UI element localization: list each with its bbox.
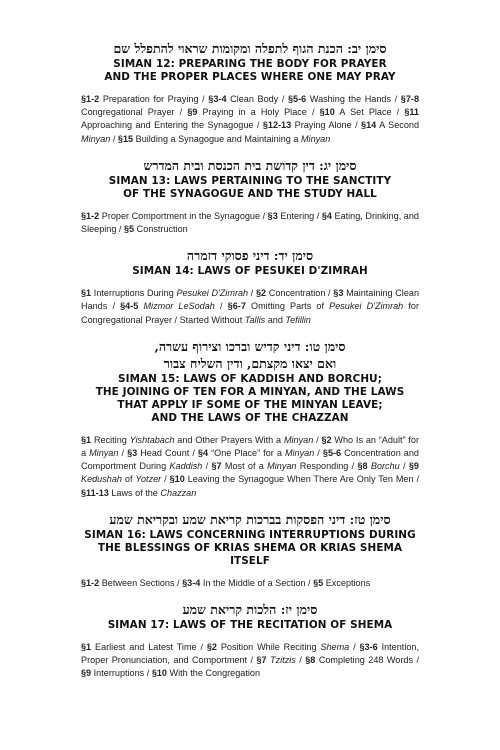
- section-number: §7: [211, 461, 222, 472]
- item-text: and: [265, 314, 286, 325]
- section-item: [256, 655, 295, 665]
- section-number: §1: [81, 288, 92, 299]
- section-number: §1: [81, 434, 92, 445]
- section-number: §3-6: [359, 642, 378, 653]
- item-text: Praying in a Holy Place: [202, 107, 307, 118]
- section-item: [81, 211, 260, 221]
- item-text: Interruptions During: [93, 288, 177, 299]
- section-number: §3: [333, 288, 344, 299]
- item-text: Praying Alone: [294, 120, 352, 131]
- item-text: A Set Place: [339, 107, 392, 118]
- section-list: §1-2 Between Sections / §3-4 In the Middle of a Section / §5 Exceptions: [81, 577, 371, 588]
- item-text: Who Is an “Adult” for a: [81, 434, 419, 459]
- section-item: [81, 94, 199, 104]
- item-text: Eating, Drinking, and Sleeping: [81, 210, 419, 235]
- item-text: Proper Comportment in the Synagogue: [101, 210, 261, 221]
- section-item: [182, 578, 305, 588]
- section-number: §4-5: [120, 301, 139, 312]
- hebrew-heading-line: סימן יג: דין קדושת בית הכנסת ובית המדרש: [143, 157, 357, 173]
- english-heading-line: THAT APPLY IF SOME OF THE MINYAN LEAVE;: [117, 398, 383, 411]
- english-heading: [81, 265, 419, 278]
- section-number: §8: [305, 655, 316, 666]
- english-heading-line: SIMAN 14: LAWS OF PESUKEI D'ZIMRAH: [132, 265, 368, 278]
- section-number: §12-13: [262, 120, 292, 131]
- section-item: [81, 578, 175, 588]
- section-list: §1 Reciting Yishtabach and Other Prayers With a Minyan / §2 Who Is an “Adult” for a Minyan / §3 Head Count / §4 “One Place” for a Minyan / §5-6 Concentration and Comportment During Kaddish / §7 Most of a Minyan Responding / §8 Borchu / §9 Kedushah of Yotzer / §10 Leaving the Synagogue When There Are Only Ten Men / §11-13 Laws of the Chazzan: [81, 434, 420, 498]
- item-text: Responding: [296, 461, 349, 472]
- italic-term: Chazzan: [160, 487, 197, 498]
- section-number: §5: [313, 577, 324, 588]
- siman-13-section: [81, 157, 419, 236]
- section-item: [81, 642, 197, 652]
- section-number: §2: [206, 642, 217, 653]
- item-text: Congregational Prayer: [81, 107, 175, 118]
- item-text: Head Count: [140, 448, 190, 459]
- item-text: Maintaining Clean Hands: [81, 288, 419, 312]
- hebrew-heading-line: סימן יז: הלכות קריאת שמע: [182, 602, 318, 618]
- item-text: for Congregational Prayer / Started Without: [81, 301, 420, 325]
- section-number: §10: [151, 668, 167, 679]
- italic-term: Shema: [320, 642, 350, 653]
- hebrew-heading-line: ואם יצאו מקצתם, ודין השליח צבור: [163, 355, 337, 371]
- item-text: Between Sections: [101, 577, 175, 588]
- section-item: [263, 120, 352, 130]
- section-number: §1-2: [81, 210, 100, 221]
- italic-term: Kedushah: [81, 474, 122, 485]
- item-text: Most of a: [224, 461, 268, 472]
- section-item: [170, 474, 414, 484]
- item-text: Building a Synagogue and Maintaining a: [135, 133, 301, 144]
- section-list: §1-2 Preparation for Praying / §3-4 Clean Body / §5-6 Washing the Hands / §7-8 Congregational Prayer / §9 Praying in a Holy Place / §10 A Set Place / §11 Approaching and Entering the Synagogue / §12-13 Praying Alone / §14 A Second Minyan / §15 Building a Synagogue and Maintaining a Minyan: [81, 94, 420, 144]
- item-text: Earliest and Latest Time: [95, 642, 197, 653]
- section-list: §1-2 Proper Comportment in the Synagogue / §3 Entering / §4 Eating, Drinking, and Sleeping / §5 Construction: [81, 210, 419, 235]
- section-item: [198, 448, 314, 458]
- hebrew-heading: [81, 40, 419, 57]
- section-item: [152, 668, 260, 678]
- italic-term: Mizmor LeSodah: [143, 301, 215, 312]
- section-item: [81, 668, 144, 678]
- section-number: §10: [169, 474, 185, 485]
- english-heading-line: AND THE PROPER PLACES WHERE ONE MAY PRAY: [104, 71, 396, 83]
- item-text: Preparation for Praying: [102, 94, 199, 104]
- section-item: [357, 461, 399, 471]
- section-item: [288, 94, 391, 104]
- italic-term: Kaddish: [169, 461, 203, 472]
- italic-term: Minyan: [81, 133, 111, 144]
- italic-term: Minyan: [267, 461, 297, 472]
- item-text: and Other Prayers With a: [174, 434, 284, 445]
- section-number: §3-4: [208, 94, 227, 104]
- section-number: §3-4: [182, 577, 201, 588]
- section-item: [187, 107, 307, 117]
- section-number: §3: [267, 210, 278, 221]
- hebrew-heading: [81, 338, 419, 372]
- section-number: §4: [197, 448, 209, 459]
- hebrew-heading: [81, 601, 419, 618]
- item-text: Concentration: [268, 288, 326, 299]
- english-heading-line: AND THE LAWS OF THE CHAZZAN: [151, 411, 349, 424]
- item-text: of: [121, 474, 136, 485]
- section-item: [305, 655, 413, 665]
- english-heading-line: SIMAN 16: LAWS CONCERNING INTERRUPTIONS DURING: [84, 528, 416, 541]
- italic-term: Tzitzis: [270, 655, 296, 666]
- english-heading-line: SIMAN 12: PREPARING THE BODY FOR PRAYER: [113, 58, 387, 70]
- item-text: Concentration and Comportment During: [81, 448, 419, 472]
- item-text: A Second: [379, 120, 420, 131]
- english-heading: [81, 373, 419, 425]
- hebrew-heading: [81, 511, 419, 528]
- hebrew-heading-line: סימן יב: הכנת הגוף לתפלה ומקומות שראוי להתפלל שם: [113, 41, 387, 56]
- italic-term: Tefillin: [285, 314, 311, 325]
- siman-17-section: [81, 601, 419, 681]
- italic-term: Yishtabach: [129, 434, 175, 445]
- section-number: §9: [81, 668, 92, 679]
- english-heading-line: SIMAN 17: LAWS OF THE RECITATION OF SHEMA: [107, 619, 393, 632]
- section-item: [118, 134, 330, 144]
- item-text: Position While Reciting: [220, 642, 321, 653]
- item-text: Omitting Parts of: [251, 301, 330, 312]
- italic-term: Borchu: [370, 461, 400, 472]
- hebrew-heading-line: סימן טו: דיני קדיש וברכו וצירוף עשרה,: [154, 338, 346, 354]
- english-heading-line: SIMAN 15: LAWS OF KADDISH AND BORCHU;: [118, 372, 382, 385]
- section-item: [81, 435, 313, 445]
- section-item: [211, 461, 348, 471]
- item-text: Approaching and Entering the Synagogue: [81, 120, 254, 131]
- section-number: §2: [321, 434, 332, 445]
- section-item: [81, 488, 196, 498]
- english-heading-line: SIMAN 13: LAWS PERTAINING TO THE SANCTITY: [108, 174, 392, 187]
- section-item: [320, 107, 392, 117]
- siman-15-section: [81, 338, 419, 500]
- item-text: Completing 248 Words: [318, 655, 413, 666]
- section-number: §9: [187, 107, 198, 118]
- item-text: Interruptions: [93, 668, 145, 679]
- siman-12-section: [81, 40, 419, 146]
- section-number: §5: [124, 224, 135, 235]
- english-heading: [81, 529, 419, 568]
- hebrew-heading-line: סימן טז: דיני הפסקות בברכות קריאת שמע ובקריאת שמע: [109, 511, 391, 527]
- section-number: §1-2: [81, 94, 100, 104]
- section-item: [81, 288, 248, 298]
- section-list: §1 Earliest and Latest Time / §2 Position While Reciting Shema / §3-6 Intention, Proper Pronunciation, and Comportment / §7 Tzitzis / §8 Completing 248 Words / §9 Interruptions / §10 With the Congregation: [81, 642, 419, 679]
- english-heading: [81, 175, 419, 201]
- item-text: “One Place” for a: [211, 448, 285, 459]
- section-item: [208, 94, 278, 104]
- italic-term: Pesukei D'Zimrah: [329, 301, 404, 312]
- section-item: [127, 448, 189, 458]
- item-text: Reciting: [93, 434, 130, 445]
- item-text: Exceptions: [325, 577, 371, 588]
- section-number: §5-6: [288, 94, 307, 104]
- italic-term: Minyan: [284, 448, 315, 459]
- section-number: §5-6: [322, 448, 342, 459]
- item-text: Construction: [136, 224, 188, 235]
- section-number: §4: [321, 210, 332, 221]
- section-number: §8: [357, 461, 368, 472]
- section-item: [256, 288, 325, 298]
- section-number: §15: [117, 133, 134, 144]
- english-heading-line: THE JOINING OF TEN FOR A MINYAN, AND THE LAWS: [95, 385, 405, 398]
- section-item: [124, 224, 188, 234]
- italic-term: Tallis: [244, 314, 266, 325]
- section-number: §1: [81, 642, 92, 653]
- english-heading-line: THE BLESSINGS OF KRIAS SHEMA OR KRIAS SHEMA ITSELF: [97, 541, 403, 567]
- item-text: Laws of the: [111, 487, 161, 498]
- item-text: In the Middle of a Section: [202, 577, 306, 588]
- section-number: §11-13: [81, 487, 109, 498]
- italic-term: Minyan: [89, 448, 119, 459]
- section-number: §9: [408, 461, 419, 472]
- section-item: [313, 578, 370, 588]
- section-number: §1-2: [81, 577, 100, 588]
- section-number: §11: [404, 107, 419, 118]
- hebrew-heading-line: סימן יד: דיני פסוקי דזמרה: [186, 248, 314, 264]
- section-number: §10: [319, 107, 335, 118]
- italic-term: Pesukei D'Zimrah: [176, 288, 249, 299]
- item-text: Leaving the Synagogue When There Are Only Ten Men: [187, 474, 414, 485]
- section-number: §3: [127, 448, 138, 459]
- section-item: [207, 642, 349, 652]
- section-item: [268, 211, 315, 221]
- hebrew-heading: [81, 247, 419, 264]
- item-text: Intention, Proper Pronunciation, and Comportment: [81, 642, 419, 666]
- section-list: §1 Interruptions During Pesukei D'Zimrah / §2 Concentration / §3 Maintaining Clean Hands / §4-5 Mizmor LeSodah / §6-7 Omitting Parts of Pesukei D'Zimrah for Congregational Prayer / Started Without Tallis and Tefillin: [81, 288, 420, 325]
- italic-term: Minyan: [283, 434, 314, 445]
- hebrew-heading: [81, 157, 419, 174]
- section-item: [120, 301, 215, 311]
- italic-term: Yotzer: [135, 474, 162, 485]
- item-text: With the Congregation: [169, 668, 261, 679]
- section-number: §7: [256, 655, 267, 666]
- section-number: §7-8: [400, 94, 419, 104]
- italic-term: Minyan: [300, 133, 331, 144]
- item-text: Washing the Hands: [309, 94, 392, 104]
- siman-14-section: [81, 247, 419, 327]
- english-heading: [81, 619, 419, 632]
- section-number: §14: [361, 120, 377, 131]
- item-text: Entering: [280, 210, 315, 221]
- siman-16-section: [81, 511, 419, 590]
- section-number: §2: [255, 288, 267, 299]
- english-heading-line: OF THE SYNAGOGUE AND THE STUDY HALL: [123, 187, 377, 200]
- section-number: §6-7: [227, 301, 246, 312]
- english-heading: [81, 58, 419, 84]
- item-text: Clean Body: [230, 94, 279, 104]
